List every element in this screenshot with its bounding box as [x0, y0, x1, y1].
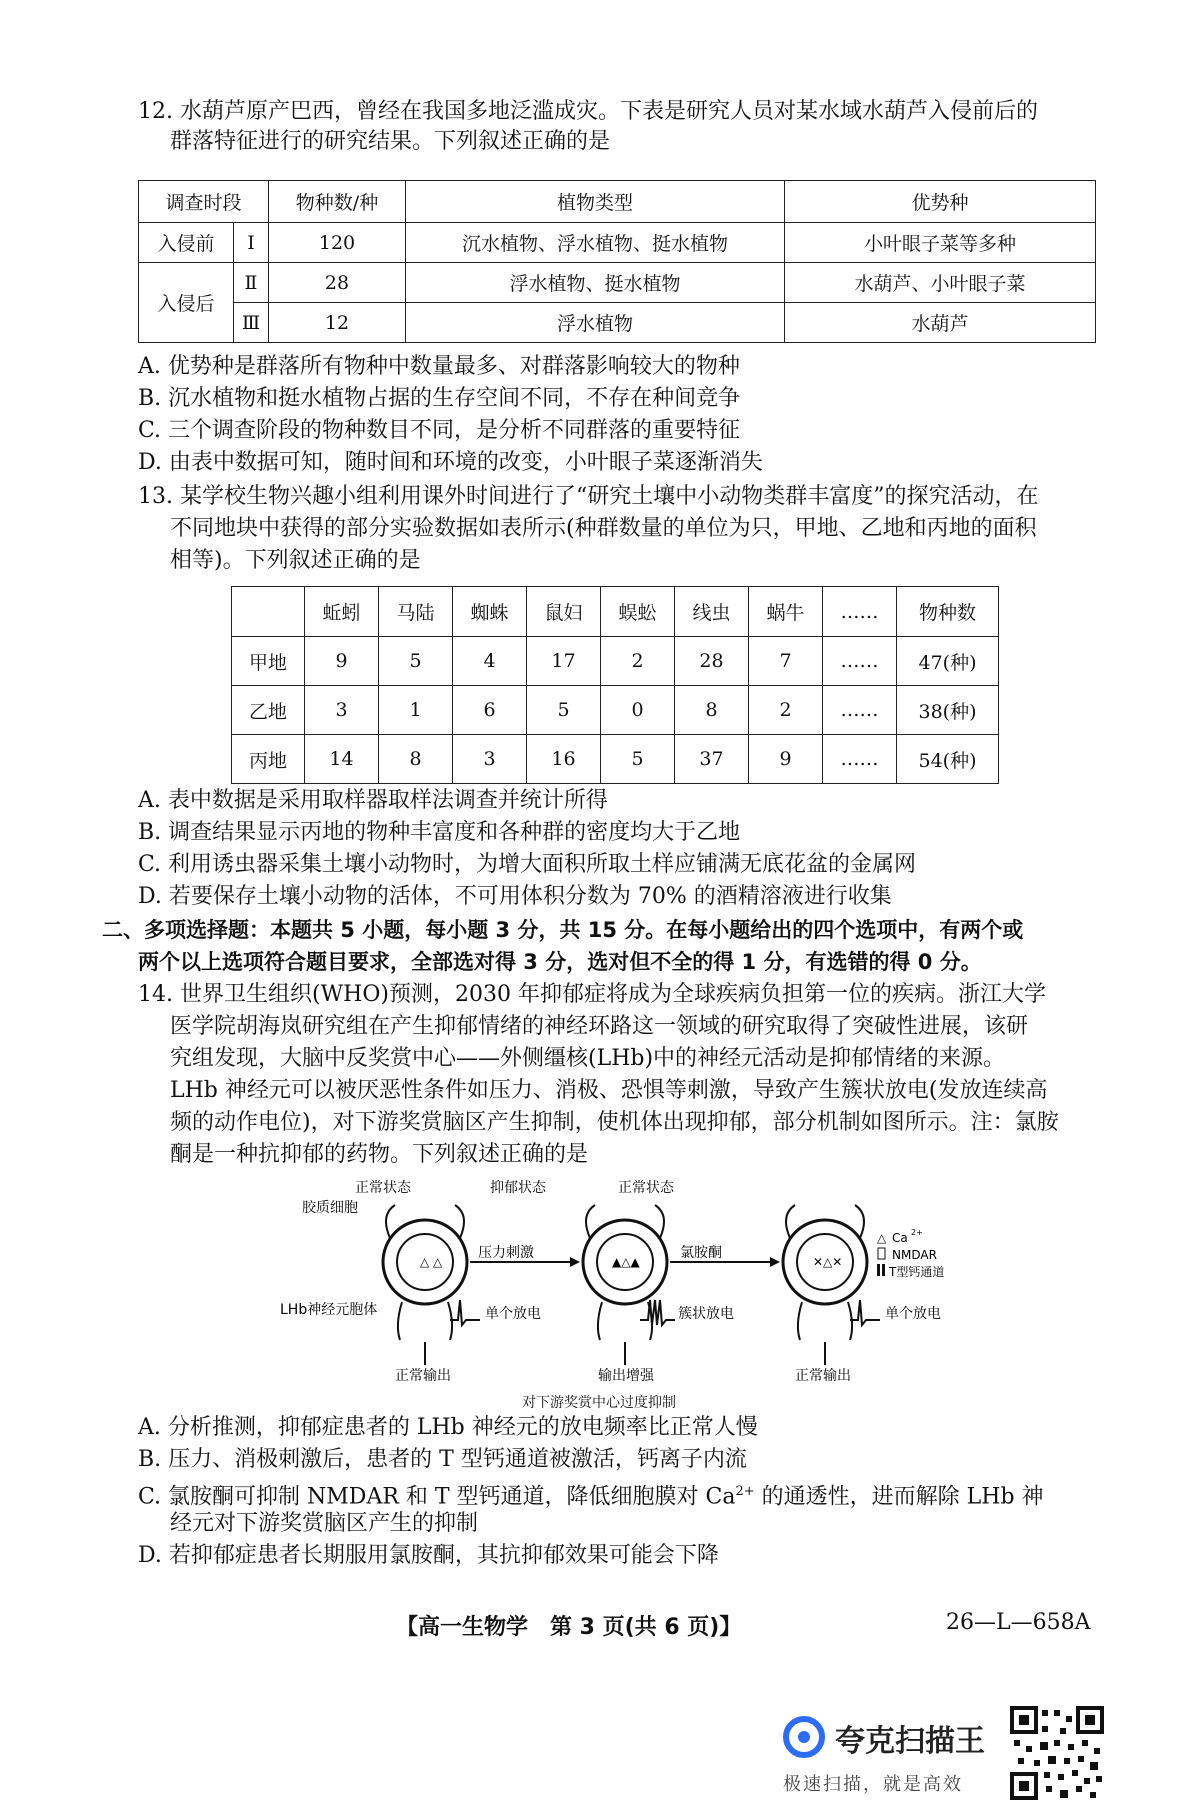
lhb-mechanism-diagram — [280, 1180, 960, 1390]
page-footer: 【高一生物学 第 3 页(共 6 页)】 — [396, 1615, 742, 1640]
table-row — [139, 263, 1096, 303]
q12-option-d: D. 由表中数据可知，随时间和环境的改变，小叶眼子菜逐渐消失 — [138, 450, 763, 475]
table-cell: 9 — [749, 735, 823, 784]
table-cell: 5 — [601, 735, 675, 784]
nmdar-icon — [878, 1248, 885, 1259]
q13-header: 马陆 — [379, 587, 453, 637]
state-label: 正常状态 — [618, 1180, 674, 1196]
table-cell: 入侵前 — [139, 223, 234, 263]
q13-stem-2: 不同地块中获得的部分实验数据如表所示(种群数量的单位为只，甲地、乙地和丙地的面积 — [170, 516, 1037, 541]
q12-option-c: C. 三个调查阶段的物种数目不同，是分析不同群落的重要特征 — [138, 418, 741, 443]
table-cell: 沉水植物、浮水植物、挺水植物 — [406, 223, 785, 263]
legend-ca: Ca — [892, 1231, 908, 1245]
table-cell: 120 — [269, 223, 406, 263]
q14-option-c-text: C. 氯胺酮可抑制 NMDAR 和 T 型钙通道，降低细胞膜对 Ca — [138, 1484, 736, 1510]
section2-title: 二、多项选择题：本题共 5 小题，每小题 3 分，共 15 分。在每小题给出的四个选项中，有两个或 — [102, 918, 1024, 942]
q13-header: 蜗牛 — [749, 587, 823, 637]
table-cell: Ⅱ — [234, 263, 269, 303]
q14-option-c-text-2: 的通透性，进而解除 LHb 神 — [754, 1484, 1044, 1510]
output-label: 正常输出 — [395, 1368, 451, 1384]
table-cell: 丙地 — [232, 735, 305, 784]
table-cell: …… — [823, 637, 897, 686]
table-row — [232, 735, 999, 784]
table-cell: 5 — [527, 686, 601, 735]
table-row — [232, 637, 999, 686]
table-row — [232, 686, 999, 735]
table-cell: 2 — [749, 686, 823, 735]
table-cell: 浮水植物、挺水植物 — [406, 263, 785, 303]
state-label: 抑郁状态 — [490, 1180, 546, 1196]
q12-header-plants: 植物类型 — [406, 181, 785, 223]
neuron-depressed — [583, 1205, 667, 1340]
single-discharge-label: 单个放电 — [485, 1306, 541, 1322]
single-spike-icon — [850, 1300, 880, 1325]
svg-text:✕△✕: ✕△✕ — [813, 1255, 843, 1269]
table-cell: 16 — [527, 735, 601, 784]
single-spike-icon — [450, 1300, 480, 1325]
q12-header-dominant: 优势种 — [785, 181, 1096, 223]
output-label: 输出增强 — [598, 1368, 654, 1384]
table-cell: 2 — [601, 637, 675, 686]
table-cell: 小叶眼子菜等多种 — [785, 223, 1096, 263]
q13-header-blank — [232, 587, 305, 637]
q12-header-count: 物种数/种 — [269, 181, 406, 223]
q14-option-b: B. 压力、消极刺激后，患者的 T 型钙通道被激活，钙离子内流 — [138, 1447, 747, 1472]
table-cell: 水葫芦、小叶眼子菜 — [785, 263, 1096, 303]
q13-header: 蜈蚣 — [601, 587, 675, 637]
triangle-icon: △ — [877, 1231, 887, 1245]
burst-spike-icon — [640, 1300, 675, 1325]
q14-stem: 14. 世界卫生组织(WHO)预测，2030 年抑郁症将成为全球疾病负担第一位的疾病。浙江大学 — [138, 982, 1046, 1007]
legend-ca-sup: 2+ — [911, 1228, 923, 1237]
q13-option-d: D. 若要保存土壤小动物的活体，不可用体积分数为 70% 的酒精溶液进行收集 — [138, 884, 892, 909]
svg-text:▲△▲: ▲△▲ — [612, 1255, 640, 1269]
legend-nmdar: NMDAR — [892, 1248, 937, 1262]
q12-header-period: 调查时段 — [139, 181, 269, 223]
q13-header: 物种数 — [897, 587, 999, 637]
q14-option-c-sup: 2+ — [735, 1484, 755, 1499]
table-cell: 14 — [305, 735, 379, 784]
table-row — [139, 223, 1096, 263]
table-cell: 3 — [305, 686, 379, 735]
scanner-name: 夸克扫描王 — [835, 1724, 985, 1759]
table-cell: 17 — [527, 637, 601, 686]
table-cell: 6 — [453, 686, 527, 735]
q12-stem: 12. 水葫芦原产巴西，曾经在我国多地泛滥成灾。下表是研究人员对某水域水葫芦入侵前后的 — [138, 99, 1038, 124]
table-cell: …… — [823, 686, 897, 735]
burst-discharge-label: 簇状放电 — [678, 1306, 734, 1322]
legend-t-channel: T型钙通道 — [889, 1265, 945, 1279]
q14-stem-5: 频的动作电位)，对下游奖赏脑区产生抑制，使机体出现抑郁，部分机制如图所示。注：氯胺 — [170, 1110, 1059, 1135]
table-cell: Ⅰ — [234, 223, 269, 263]
section2-title-2: 两个以上选项符合题目要求，全部选对得 3 分，选对但不全的得 1 分，有选错的得 0 分。 — [138, 950, 982, 974]
table-cell: 0 — [601, 686, 675, 735]
q13-header: 蜘蛛 — [453, 587, 527, 637]
q14-stem-2: 医学院胡海岚研究组在产生抑郁情绪的神经环路这一领域的研究取得了突破性进展，该研 — [170, 1014, 1029, 1039]
table-cell: 7 — [749, 637, 823, 686]
single-discharge-label: 单个放电 — [885, 1306, 941, 1322]
table-cell: 4 — [453, 637, 527, 686]
quark-logo-icon — [783, 1716, 825, 1758]
q12-option-a: A. 优势种是群落所有物种中数量最多、对群落影响较大的物种 — [138, 354, 740, 379]
q13-table — [231, 586, 999, 784]
table-cell: 5 — [379, 637, 453, 686]
q13-stem: 13. 某学校生物兴趣小组利用课外时间进行了“研究土壤中小动物类群丰富度”的探究活动，在 — [138, 484, 1039, 509]
q13-header: …… — [823, 587, 897, 637]
table-cell: …… — [823, 735, 897, 784]
q12-option-b: B. 沉水植物和挺水植物占据的生存空间不同，不存在种间竞争 — [138, 386, 741, 411]
table-cell: Ⅲ — [234, 303, 269, 343]
table-cell: 甲地 — [232, 637, 305, 686]
table-cell: 入侵后 — [139, 263, 234, 343]
q13-header: 鼠妇 — [527, 587, 601, 637]
table-cell: 水葫芦 — [785, 303, 1096, 343]
q14-option-d: D. 若抑郁症患者长期服用氯胺酮，其抗抑郁效果可能会下降 — [138, 1543, 719, 1568]
qr-code-icon — [1010, 1706, 1104, 1800]
q14-stem-6: 酮是一种抗抑郁的药物。下列叙述正确的是 — [170, 1142, 589, 1167]
table-cell: 8 — [675, 686, 749, 735]
q13-header: 蚯蚓 — [305, 587, 379, 637]
diagram-caption: 对下游奖赏中心过度抑制 — [522, 1395, 676, 1411]
table-cell: 3 — [453, 735, 527, 784]
table-cell: 8 — [379, 735, 453, 784]
q12-stem-2: 群落特征进行的研究结果。下列叙述正确的是 — [170, 129, 611, 154]
table-cell: 47(种) — [897, 637, 999, 686]
table-cell: 12 — [269, 303, 406, 343]
table-cell: 9 — [305, 637, 379, 686]
table-row — [139, 303, 1096, 343]
q13-option-b: B. 调查结果显示丙地的物种丰富度和各种群的密度均大于乙地 — [138, 820, 741, 845]
scanner-slogan: 极速扫描，就是高效 — [783, 1774, 963, 1795]
table-cell: 28 — [269, 263, 406, 303]
table-cell: 1 — [379, 686, 453, 735]
state-label: 正常状态 — [355, 1180, 411, 1196]
table-cell: 28 — [675, 637, 749, 686]
q12-table — [138, 180, 1096, 343]
soma-label: LHb神经元胞体 — [280, 1302, 378, 1318]
q13-option-a: A. 表中数据是采用取样器取样法调查并统计所得 — [138, 788, 608, 813]
q14-option-c — [138, 1477, 1044, 1512]
svg-text:△ △: △ △ — [420, 1255, 443, 1269]
q14-option-a: A. 分析推测，抑郁症患者的 LHb 神经元的放电频率比正常人慢 — [138, 1415, 758, 1440]
drug-label: 氯胺酮 — [680, 1245, 722, 1261]
table-cell: 37 — [675, 735, 749, 784]
t-channel-icon — [877, 1264, 880, 1276]
output-label: 正常输出 — [795, 1368, 851, 1384]
table-cell: 乙地 — [232, 686, 305, 735]
q14-stem-3: 究组发现，大脑中反奖赏中心——外侧缰核(LHb)中的神经元活动是抑郁情绪的来源。 — [170, 1046, 1006, 1071]
q13-option-c: C. 利用诱虫器采集土壤小动物时，为增大面积所取土样应铺满无底花盆的金属网 — [138, 852, 917, 877]
stimulus-label: 压力刺激 — [478, 1245, 534, 1261]
q14-stem-4: LHb 神经元可以被厌恶性条件如压力、消极、恐惧等刺激，导致产生簇状放电(发放连续高 — [170, 1078, 1048, 1103]
table-cell: 54(种) — [897, 735, 999, 784]
q13-header: 线虫 — [675, 587, 749, 637]
table-cell: 浮水植物 — [406, 303, 785, 343]
q14-option-c-2: 经元对下游奖赏脑区产生的抑制 — [170, 1511, 479, 1536]
q13-stem-3: 相等)。下列叙述正确的是 — [170, 548, 421, 573]
paper-code: 26—L—658A — [946, 1610, 1091, 1635]
glia-label: 胶质细胞 — [302, 1200, 358, 1216]
table-cell: 38(种) — [897, 686, 999, 735]
